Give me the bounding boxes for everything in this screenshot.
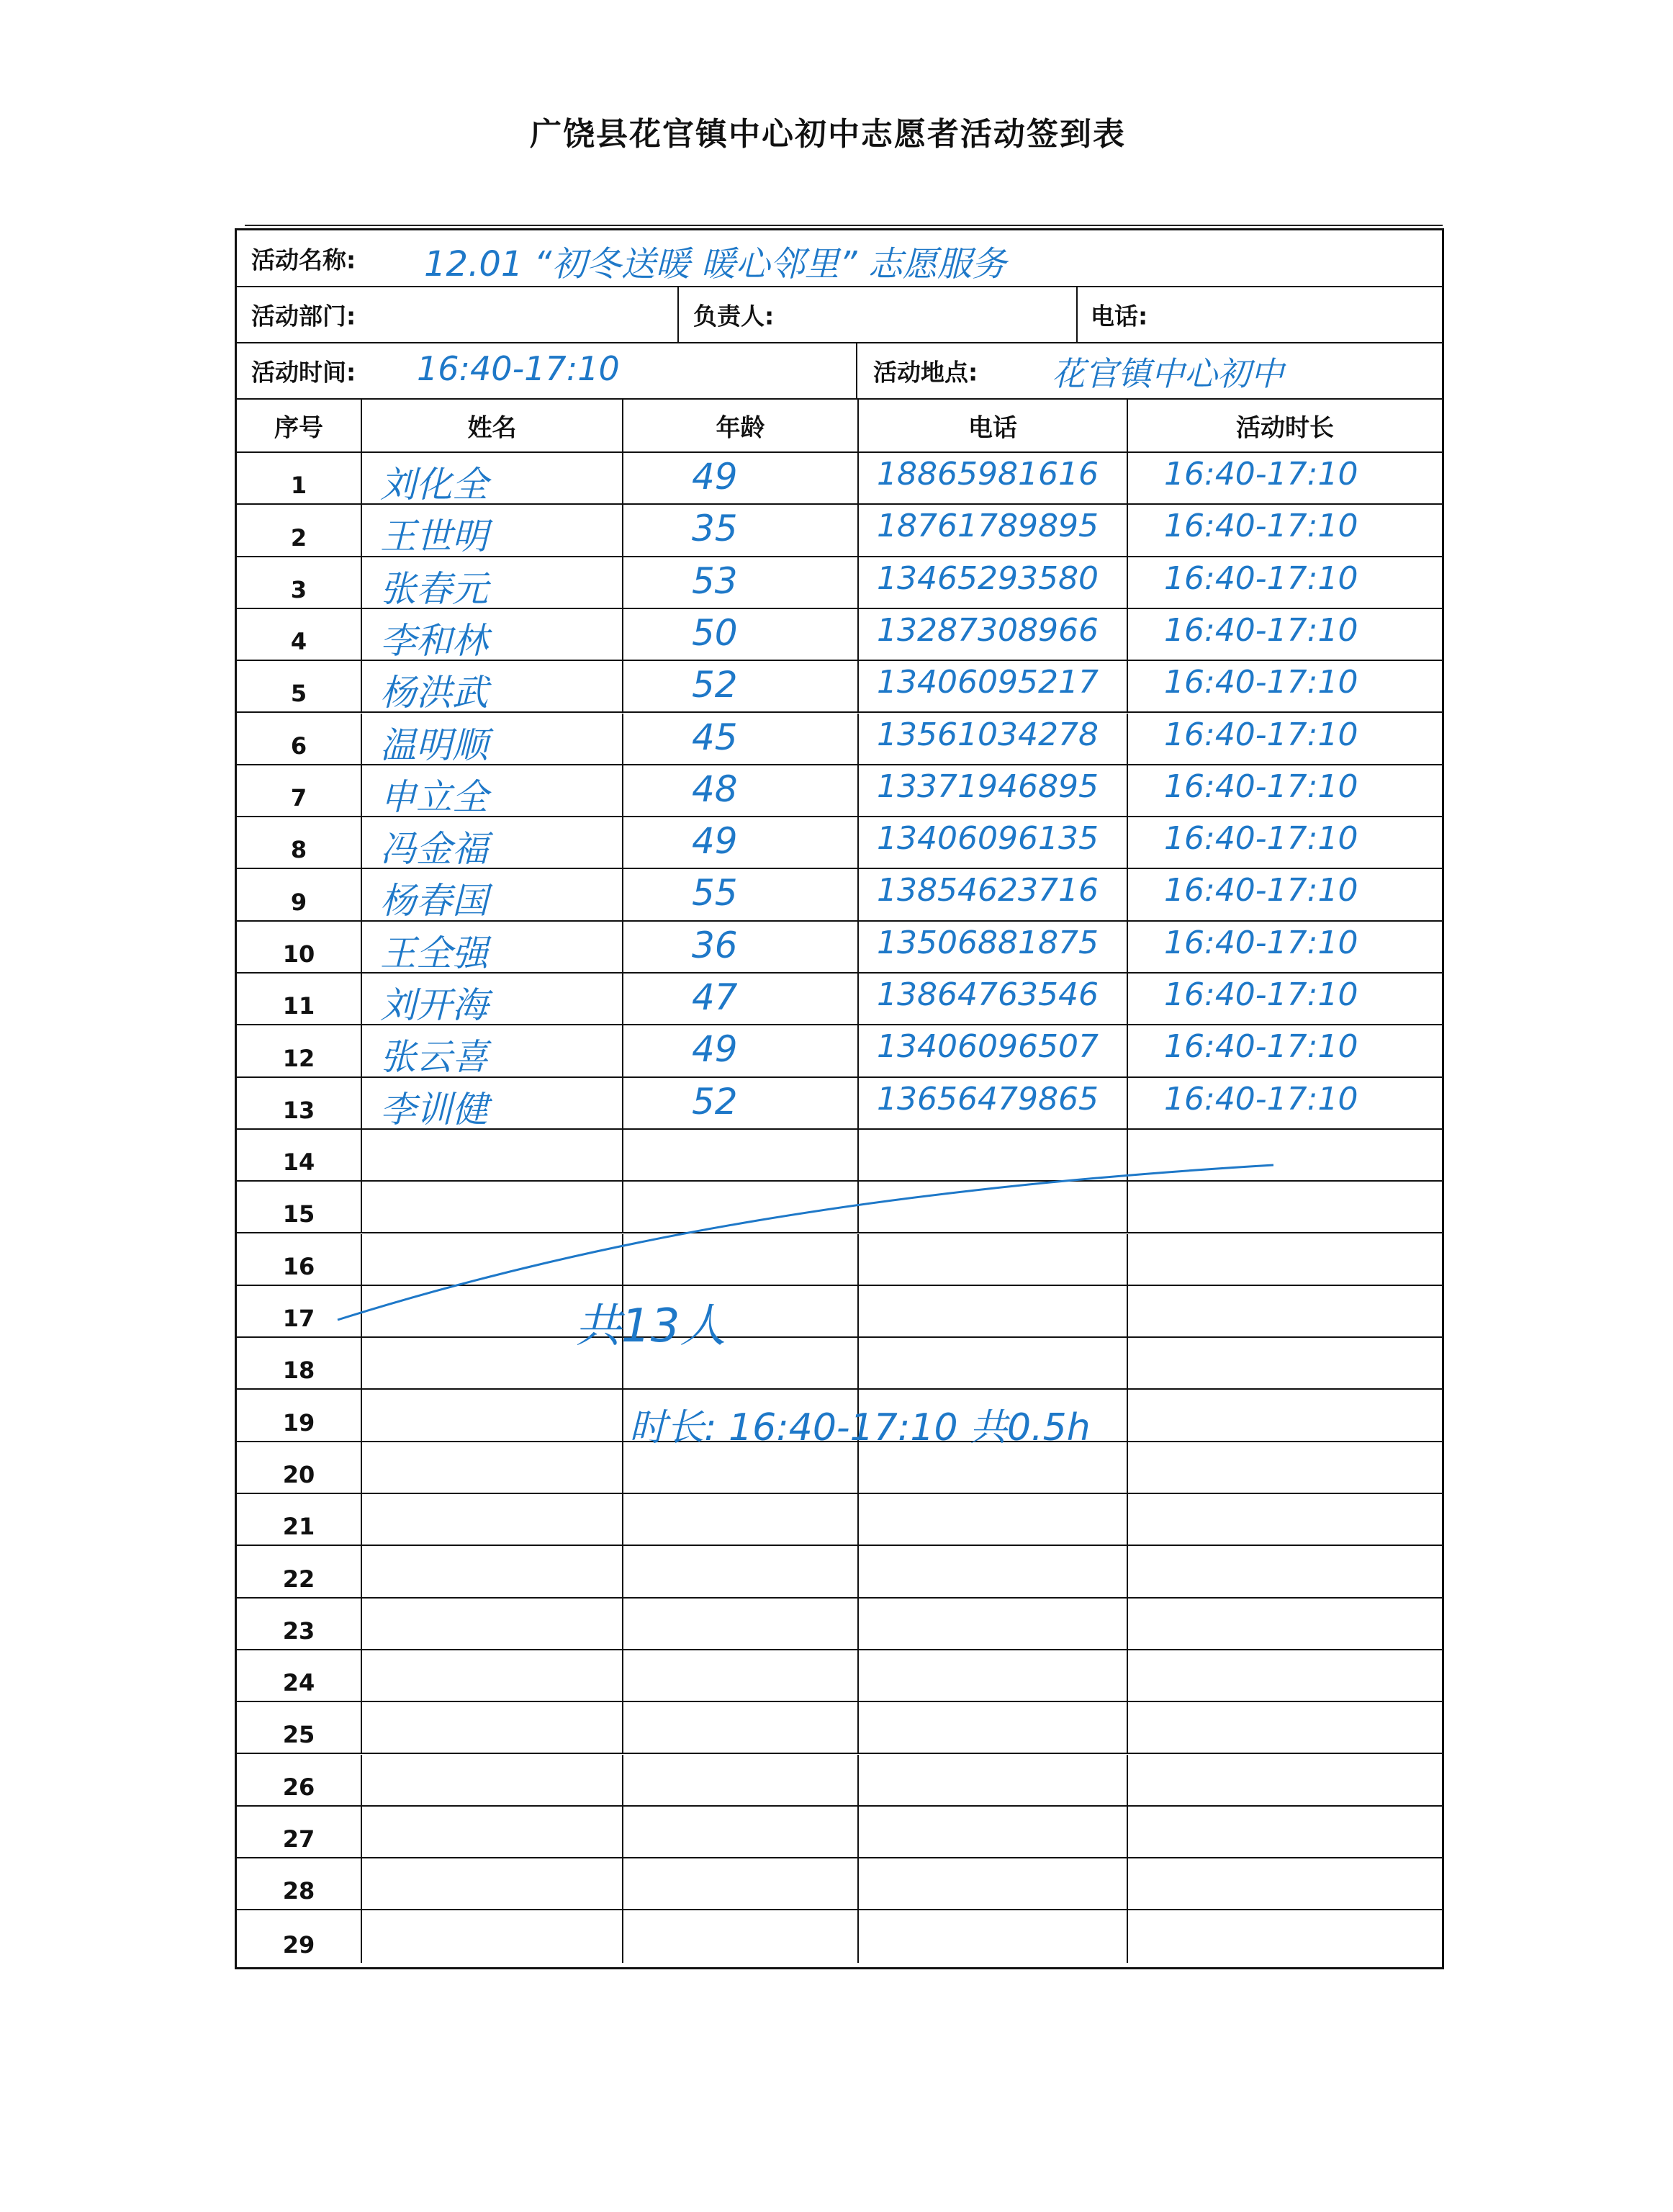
row-phone: 13864763546 bbox=[877, 976, 1099, 1013]
row-name: 张云喜 bbox=[380, 1036, 488, 1079]
row-age: 52 bbox=[692, 1080, 738, 1123]
row-name: 温明顺 bbox=[380, 724, 488, 766]
row-number: 20 bbox=[282, 1460, 315, 1488]
activity-time-label: 活动时间: bbox=[251, 358, 356, 387]
duration-note: 时长: 16:40-17:10 共0.5h bbox=[629, 1406, 1091, 1449]
row-age: 49 bbox=[692, 1028, 738, 1071]
total-count-note: 共13人 bbox=[575, 1300, 726, 1353]
row-age: 48 bbox=[692, 768, 738, 810]
row-number: 12 bbox=[282, 1044, 315, 1072]
row-number: 22 bbox=[282, 1565, 315, 1593]
row-phone: 13287308966 bbox=[877, 611, 1099, 649]
row-phone: 13506881875 bbox=[877, 924, 1099, 961]
location-label: 活动地点: bbox=[873, 358, 978, 387]
diagonal-strike-line bbox=[237, 230, 1446, 1972]
row-number: 25 bbox=[282, 1721, 315, 1749]
location-value: 花官镇中心初中 bbox=[1052, 354, 1284, 393]
row-age: 35 bbox=[692, 508, 738, 550]
row-number: 11 bbox=[282, 992, 315, 1020]
row-age: 45 bbox=[692, 716, 738, 758]
row-age: 52 bbox=[692, 664, 738, 706]
row-age: 36 bbox=[692, 924, 738, 966]
row-duration: 16:40-17:10 bbox=[1164, 456, 1358, 493]
department-label: 活动部门: bbox=[251, 302, 356, 331]
row-duration: 16:40-17:10 bbox=[1164, 508, 1358, 545]
row-number: 16 bbox=[282, 1252, 315, 1280]
row-name: 刘化全 bbox=[380, 464, 488, 505]
row-number: 23 bbox=[282, 1617, 315, 1645]
row-duration: 16:40-17:10 bbox=[1164, 1028, 1358, 1066]
row-name: 刘开海 bbox=[380, 984, 488, 1026]
header-phone: 电话 bbox=[857, 400, 1127, 451]
row-phone: 13406096135 bbox=[877, 820, 1099, 858]
row-name: 李训健 bbox=[380, 1088, 488, 1130]
row-phone: 13465293580 bbox=[877, 559, 1099, 597]
row-duration: 16:40-17:10 bbox=[1164, 611, 1358, 649]
row-number: 26 bbox=[282, 1773, 315, 1801]
activity-name-label: 活动名称: bbox=[251, 246, 356, 274]
row-phone: 13406096507 bbox=[877, 1028, 1099, 1066]
row-name: 李和林 bbox=[380, 619, 488, 662]
row-number: 4 bbox=[290, 628, 307, 656]
row-number: 29 bbox=[282, 1930, 315, 1959]
row-number: 15 bbox=[282, 1200, 315, 1228]
row-name: 杨春国 bbox=[380, 880, 488, 922]
row-number: 24 bbox=[282, 1669, 315, 1697]
row-phone: 18761789895 bbox=[877, 508, 1099, 545]
row-number: 21 bbox=[282, 1513, 315, 1541]
activity-time-value: 16:40-17:10 bbox=[417, 349, 620, 388]
row-number: 28 bbox=[282, 1877, 315, 1905]
page-title: 广饶县花官镇中心初中志愿者活动签到表 bbox=[530, 116, 1126, 153]
row-phone: 18865981616 bbox=[877, 456, 1099, 493]
row-duration: 16:40-17:10 bbox=[1164, 716, 1358, 753]
row-duration: 16:40-17:10 bbox=[1164, 820, 1358, 858]
row-age: 49 bbox=[692, 456, 738, 498]
row-number: 27 bbox=[282, 1825, 315, 1853]
row-number: 18 bbox=[282, 1357, 315, 1385]
row-name: 申立全 bbox=[380, 775, 488, 818]
row-phone: 13656479865 bbox=[877, 1080, 1099, 1118]
phone-label: 电话: bbox=[1091, 302, 1148, 331]
row-duration: 16:40-17:10 bbox=[1164, 924, 1358, 961]
row-duration: 16:40-17:10 bbox=[1164, 976, 1358, 1013]
row-number: 17 bbox=[282, 1305, 315, 1333]
activity-name-value: 12.01 “初冬送暖 暖心邻里” 志愿服务 bbox=[424, 244, 1006, 284]
person-in-charge-label: 负责人: bbox=[693, 302, 775, 331]
row-number: 8 bbox=[290, 836, 307, 864]
row-duration: 16:40-17:10 bbox=[1164, 559, 1358, 597]
row-number: 1 bbox=[290, 472, 307, 500]
row-name: 冯金福 bbox=[380, 828, 488, 871]
row-number: 2 bbox=[290, 523, 307, 552]
signin-sheet bbox=[235, 228, 1444, 1969]
row-name: 王全强 bbox=[380, 932, 488, 974]
row-number: 19 bbox=[282, 1408, 315, 1437]
row-number: 7 bbox=[290, 784, 307, 812]
row-duration: 16:40-17:10 bbox=[1164, 664, 1358, 701]
row-age: 47 bbox=[692, 976, 738, 1018]
row-name: 杨洪武 bbox=[380, 672, 488, 714]
row-phone: 13406095217 bbox=[877, 664, 1099, 701]
row-phone: 13854623716 bbox=[877, 872, 1099, 909]
row-duration: 16:40-17:10 bbox=[1164, 872, 1358, 909]
top-rule bbox=[245, 225, 1443, 226]
row-name: 张春元 bbox=[380, 567, 488, 610]
row-phone: 13561034278 bbox=[877, 716, 1099, 753]
row-number: 13 bbox=[282, 1096, 315, 1124]
row-number: 10 bbox=[282, 940, 315, 968]
row-phone: 13371946895 bbox=[877, 768, 1099, 805]
row-number: 3 bbox=[290, 575, 307, 603]
row-number: 5 bbox=[290, 680, 307, 708]
row-number: 6 bbox=[290, 732, 307, 760]
header-age: 年龄 bbox=[622, 400, 857, 451]
row-number: 14 bbox=[282, 1148, 315, 1177]
row-number: 9 bbox=[290, 888, 307, 916]
row-duration: 16:40-17:10 bbox=[1164, 1080, 1358, 1118]
row-age: 50 bbox=[692, 611, 738, 654]
header-name: 姓名 bbox=[361, 400, 622, 451]
header-no: 序号 bbox=[274, 413, 323, 443]
row-name: 王世明 bbox=[380, 516, 488, 558]
row-age: 53 bbox=[692, 559, 738, 602]
row-age: 55 bbox=[692, 872, 738, 914]
row-age: 49 bbox=[692, 820, 738, 863]
row-duration: 16:40-17:10 bbox=[1164, 768, 1358, 805]
header-duration: 活动时长 bbox=[1127, 400, 1442, 451]
